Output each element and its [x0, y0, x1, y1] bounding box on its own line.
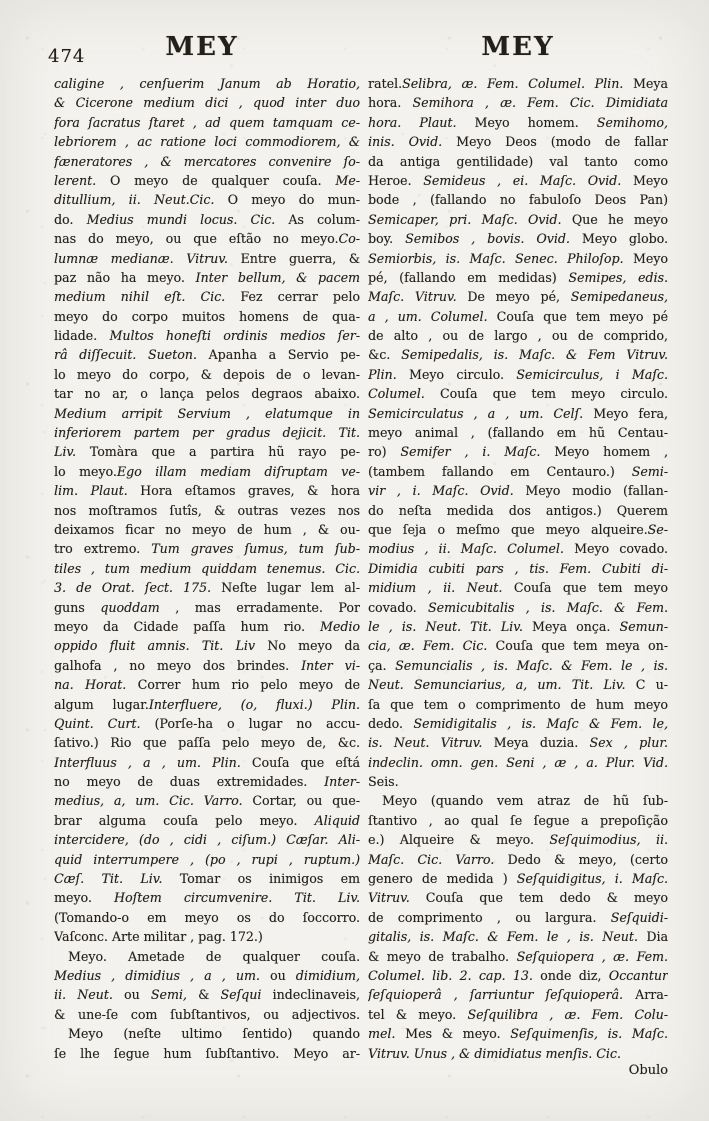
- text-line: inferiorem partem per gradus dejicit. Tit.: [54, 425, 360, 441]
- text-line: guns quoddam , mas erradamente. Por: [54, 599, 360, 615]
- text-line: Maſc. Cic. Varro. Dedo & meyo, (certo: [368, 851, 668, 867]
- text-line: Semiorbis, is. Maſc. Senec. Philoſop. Meyo: [368, 250, 668, 266]
- text-line: covado. Semicubitalis , is. Maſc. & Fem.: [368, 599, 668, 615]
- text-line: tar no ar, o lança pelos degraos abaixo.: [54, 386, 360, 402]
- text-line: 3. de Orat. ſect. 175. Neſte lugar lem al-: [54, 580, 360, 596]
- text-line: Dimidia cubiti pars , tis. Fem. Cubiti di-: [368, 560, 668, 576]
- text-line: ſeſquioperâ , ſarriuntur ſeſquioperâ. Arra-: [368, 987, 668, 1003]
- text-line: is. Neut. Vitruv. Meya duzia. Sex , plur.: [368, 735, 668, 751]
- text-line: Heroe. Semideus , ei. Maſc. Ovid. Meyo: [368, 172, 668, 188]
- text-line: meyo animal , (fallando em hũ Centau-: [368, 425, 668, 441]
- text-line: cia, æ. Fem. Cic. Couſa que tem meya on-: [368, 638, 668, 654]
- text-line: brar alguma couſa pelo meyo. Aliquid: [54, 812, 360, 828]
- text-line: pé, (fallando em medidas) Semipes, edis.: [368, 269, 668, 285]
- text-line: Semicirculatus , a , um. Celſ. Meyo fera,: [368, 405, 668, 421]
- text-line: indeclin. omn. gen. Seni , æ , a. Plur. Vid.: [368, 754, 668, 770]
- text-line: paz não ha meyo. Inter bellum, & pacem: [54, 269, 360, 285]
- text-line: le , is. Neut. Tit. Liv. Meya onça. Semun-: [368, 618, 668, 634]
- text-line: &c. Semipedalis, is. Maſc. & Fem Vitruv.: [368, 347, 668, 363]
- text-line: Medius , dimidius , a , um. ou dimidium,: [54, 967, 360, 983]
- text-line: Plin. Meyo circulo. Semicirculus, i Maſc.: [368, 366, 668, 382]
- text-line: (tambem fallando em Centauro.) Semi-: [368, 463, 668, 479]
- text-line: lidade. Multos honeſti ordinis medios ſer-: [54, 328, 360, 344]
- text-line: Vaſconc. Arte militar , pag. 172.): [54, 929, 263, 945]
- text-line: boy. Semibos , bovis. Ovid. Meyo globo.: [368, 231, 668, 247]
- text-line: lumnæ medianæ. Vitruv. Entre guerra, &: [54, 250, 360, 266]
- text-line: Vitruv. Unus , & dimidiatus menſis. Cic.: [368, 1045, 621, 1061]
- text-line: lebriorem , ac ratione loci commodiorem, &: [54, 134, 360, 150]
- text-line: ſe lhe ſegue hum ſubſtantivo. Meyo ar-: [54, 1045, 360, 1061]
- text-line: tiles , tum medium quiddam tenemus. Cic.: [54, 560, 360, 576]
- text-line: gitalis, is. Maſc. & Fem. le , is. Neut. Dia: [368, 929, 668, 945]
- text-line: fora ſacratus ſtaret , ad quem tamquam ce-: [54, 114, 360, 130]
- text-line: hora. Semihora , æ. Fem. Cic. Dimidiata: [368, 95, 668, 111]
- text-line: mel. Mes & meyo. Seſquimenſis, is. Maſc.: [368, 1026, 668, 1042]
- text-line: no meyo de duas extremidades. Inter-: [54, 774, 360, 790]
- text-line: intercidere, (do , cidi , ciſum.) Cæſar. Ali-: [54, 832, 360, 848]
- text-line: ro) Semifer , i. Maſc. Meyo homem ,: [368, 444, 668, 460]
- text-line: Cæſ. Tit. Liv. Tomar os inimigos em: [54, 871, 360, 887]
- text-line: ratel.Selibra, æ. Fem. Columel. Plin. Meya: [368, 76, 668, 91]
- text-line: galhofa , no meyo dos brindes. Inter vi-: [54, 657, 360, 673]
- text-line: hora. Plaut. Meyo homem. Semihomo,: [368, 114, 668, 130]
- text-line: & meyo de trabalho. Seſquiopera , æ. Fem.: [368, 948, 668, 964]
- text-line: nas do meyo, ou que eſtão no meyo.Co-: [54, 231, 360, 247]
- text-line: deixamos ficar no meyo de hum , & ou-: [54, 521, 360, 537]
- text-line: medium nihil eſt. Cic. Fez cerrar pelo: [54, 289, 360, 305]
- text-line: da antiga gentilidade) val tanto como: [368, 153, 668, 169]
- text-line: nos moſtramos ſutîs, & outras vezes nos: [54, 502, 360, 518]
- page-number: 474: [48, 46, 86, 67]
- running-header-right: MEY: [481, 32, 555, 62]
- text-line: do neſta medida dos antigos.) Querem: [368, 502, 668, 518]
- text-line: algum lugar.Interfluere, (o, fluxi.) Plin.: [54, 696, 360, 712]
- text-line: vir , i. Maſc. Ovid. Meyo modio (fallan-: [368, 483, 668, 499]
- text-line: ça. Semuncialis , is. Maſc. & Fem. le , is.: [368, 657, 668, 673]
- left-column-text: [54, 74, 360, 1063]
- text-line: meyo da Cidade paſſa hum rio. Medio: [54, 618, 360, 634]
- text-line: medius, a, um. Cic. Varro. Cortar, ou que-: [54, 793, 360, 809]
- text-line: Meyo. Ametade de qualquer couſa.: [68, 948, 360, 964]
- text-line: inis. Ovid. Meyo Deos (modo de fallar: [368, 134, 668, 150]
- text-line: na. Horat. Correr hum rio pelo meyo de: [54, 677, 360, 693]
- running-header-left: MEY: [165, 32, 239, 62]
- text-line: ſtantivo , ao qual ſe ſegue a prepoſição: [368, 812, 668, 828]
- text-line: caligine , cenſuerim Janum ab Horatio,: [54, 76, 360, 91]
- text-line: modius , ii. Maſc. Columel. Meyo covado.: [368, 541, 668, 557]
- text-line: tro extremo. Tum graves ſumus, tum ſub-: [54, 541, 360, 557]
- text-line: Quint. Curt. (Porſe-ha o lugar no accu-: [54, 715, 360, 731]
- text-line: Columel. Couſa que tem meyo circulo.: [368, 386, 668, 402]
- text-line: Meyo (neſte ultimo ſentido) quando: [68, 1026, 360, 1042]
- text-line: lim. Plaut. Hora eſtamos graves, & hora: [54, 483, 360, 499]
- text-line: Meyo (quando vem atraz de hũ ſub-: [382, 793, 668, 809]
- text-line: quid interrumpere , (po , rupi , ruptum.): [54, 851, 360, 867]
- text-line: de alto , ou de largo , ou de comprido,: [368, 328, 668, 344]
- text-line: Liv. Tomàra que a partira hũ rayo pe-: [54, 444, 360, 460]
- text-line: lo meyo do corpo, & depois de o levan-: [54, 366, 360, 382]
- text-line: & une-ſe com ſubſtantivos, ou adjectivos.: [54, 1006, 360, 1022]
- text-line: Interfluus , a , um. Plin. Couſa que eſtá: [54, 754, 360, 770]
- text-line: genero de medida ) Seſquidigitus, i. Maſc.: [368, 871, 668, 887]
- text-line: dedo. Semidigitalis , is. Maſc & Fem. le,: [368, 715, 668, 731]
- text-line: Medium arripit Servium , elatumque in: [54, 405, 360, 421]
- text-line: lo meyo.Ego illam mediam diſruptam ve-: [54, 463, 360, 479]
- text-line: e.) Alqueire & meyo. Seſquimodius, ii.: [368, 832, 668, 848]
- text-line: (Tomando-o em meyo os do ſoccorro.: [54, 909, 360, 925]
- text-line: que ſeja o meſmo que meyo alqueire.Se-: [368, 521, 668, 537]
- text-line: midium , ii. Neut. Couſa que tem meyo: [368, 580, 668, 596]
- right-column-text: [368, 74, 668, 1063]
- text-line: fæneratores , & mercatores convenire ſo-: [54, 153, 360, 169]
- text-line: Semicaper, pri. Maſc. Ovid. Que he meyo: [368, 211, 668, 227]
- text-line: do. Medius mundi locus. Cic. As colum-: [54, 211, 360, 227]
- text-line: ſativo.) Rio que paſſa pelo meyo de, &c.: [54, 735, 360, 751]
- text-line: ditullium, ii. Neut.Cic. O meyo do mun-: [54, 192, 360, 208]
- text-line: ſa que tem o comprimento de hum meyo: [368, 696, 668, 712]
- text-line: bode , (fallando no fabuloſo Deos Pan): [368, 192, 668, 208]
- text-line: oppido fluit amnis. Tit. Liv No meyo da: [54, 638, 360, 654]
- text-line: a , um. Columel. Couſa que tem meyo pé: [368, 308, 668, 324]
- text-line: Vitruv. Couſa que tem dedo & meyo: [368, 890, 668, 906]
- text-line: meyo do corpo muitos homens de qua-: [54, 308, 360, 324]
- text-line: râ diſſecuit. Sueton. Apanha a Servio pe-: [54, 347, 360, 363]
- text-line: Maſc. Vitruv. De meyo pé, Semipedaneus,: [368, 289, 668, 305]
- text-line: Neut. Semunciarius, a, um. Tit. Liv. C u-: [368, 677, 668, 693]
- text-line: ii. Neut. ou Semi, & Seſqui indeclinaveis,: [54, 987, 360, 1003]
- text-line: Seis.: [368, 774, 399, 790]
- text-line: lerent. O meyo de qualquer couſa. Me-: [54, 172, 360, 188]
- text-line: de comprimento , ou largura. Seſquidi-: [368, 909, 668, 925]
- text-line: Columel. lib. 2. cap. 13. onde diz, Occantur: [368, 967, 668, 983]
- text-line: tel & meyo. Seſquilibra , æ. Fem. Colu-: [368, 1006, 668, 1022]
- text-line: & Cicerone medium dici , quod inter duo: [54, 95, 360, 111]
- catchword: Obulo: [628, 1063, 668, 1078]
- text-line: meyo. Hoſtem circumvenire. Tit. Liv.: [54, 890, 360, 906]
